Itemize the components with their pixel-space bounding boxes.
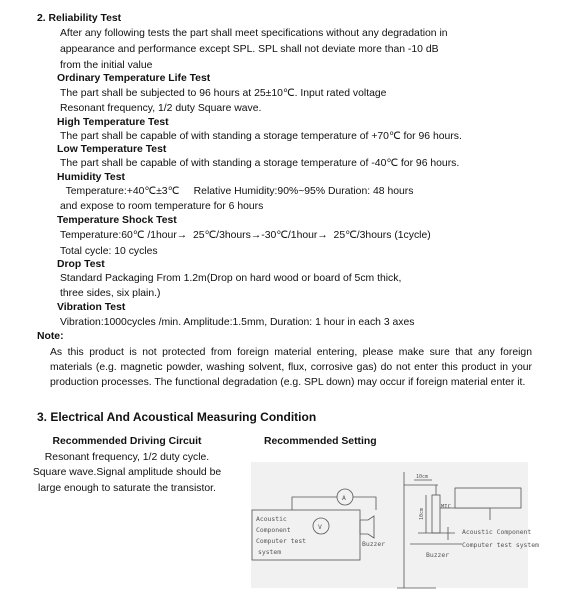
section-3-heading: 3. Electrical And Acoustical Measuring Condition [37,410,317,424]
high-temp-title: High Temperature Test [57,117,169,128]
vibration-title: Vibration Test [57,302,126,313]
note-line-2: materials (e.g. magnetic powder, washing solvent, flux, corrosive gas) do not enter this product in your [50,362,532,373]
mic-label: MIC [441,504,451,510]
ammeter-label: A [342,494,346,502]
high-temp-line-1: The part shall be capable of with standing a storage temperature of +70℃ for 96 hours. [60,131,462,142]
vibration-line-1: Vibration:1000cycles /min. Amplitude:1.5mm, Duration: 1 hour in each 3 axes [60,317,415,328]
right-label-line-2: Computer test system [462,541,539,549]
temp-shock-line-1: Temperature:60℃ /1hour→ 25℃/3hours→-30℃/1hour→ 25℃/3hours (1cycle) [60,230,431,241]
ordinary-temp-title: Ordinary Temperature Life Test [57,73,211,84]
circuit-line-3: large enough to saturate the transistor. [38,483,216,494]
left-label-line-2: Component [256,526,291,534]
left-buzzer-speaker [360,516,374,538]
temp-shock-title: Temperature Shock Test [57,215,177,226]
right-box-top [455,488,521,508]
drop-test-line-1: Standard Packaging From 1.2m(Drop on hard wood or board of 5cm thick, [60,273,402,284]
left-buzzer-label: Buzzer [362,540,386,548]
left-label-line-1: Acoustic [256,515,287,523]
note-line-3: production processes. The functional degradation (e.g. SPL down) may occur if foreign material enter it. [50,377,526,388]
section-2-heading: 2. Reliability Test [37,13,122,24]
intro-line-1: After any following tests the part shall meet specifications without any degradation in [60,28,448,39]
humidity-line-1: Temperature:+40℃±3℃ Relative Humidity:90%~95% Duration: 48 hours [60,186,414,197]
dim-side-label: 10cm [419,507,425,520]
mic-body [432,495,440,533]
low-temp-line-1: The part shall be capable of with standing a storage temperature of -40℃ for 96 hours. [60,158,460,169]
dim-top-label: 10cm [416,474,429,480]
voltmeter-label: V [318,523,322,531]
intro-line-2: appearance and performance except SPL. SPL shall not deviate more than -10 dB [60,44,439,55]
circuit-title: Recommended Driving Circuit [52,436,202,447]
intro-line-3: from the initial value [60,60,153,71]
temp-shock-line-2: Total cycle: 10 cycles [60,246,158,257]
right-label-line-1: Acoustic Component [462,528,532,536]
circuit-line-1: Resonant frequency, 1/2 duty cycle. [44,452,210,463]
left-label-line-4: system [258,548,282,556]
setting-title: Recommended Setting [264,436,377,447]
humidity-line-2: and expose to room temperature for 6 hours [60,201,264,212]
note-label: Note: [37,331,64,342]
humidity-title: Humidity Test [57,172,125,183]
drop-test-line-2: three sides, six plain.) [60,288,161,299]
low-temp-title: Low Temperature Test [57,144,167,155]
right-buzzer-label: Buzzer [426,551,450,559]
circuit-line-2: Square wave.Signal amplitude should be [32,467,222,478]
ordinary-temp-line-2: Resonant frequency, 1/2 duty Square wave. [60,103,262,114]
note-line-1: As this product is not protected from foreign material entering, please make sure that any foreign [50,347,532,358]
drop-test-title: Drop Test [57,259,105,270]
left-label-line-3: Computer test [256,537,307,545]
ordinary-temp-line-1: The part shall be subjected to 96 hours at 25±10℃. Input rated voltage [60,88,387,99]
